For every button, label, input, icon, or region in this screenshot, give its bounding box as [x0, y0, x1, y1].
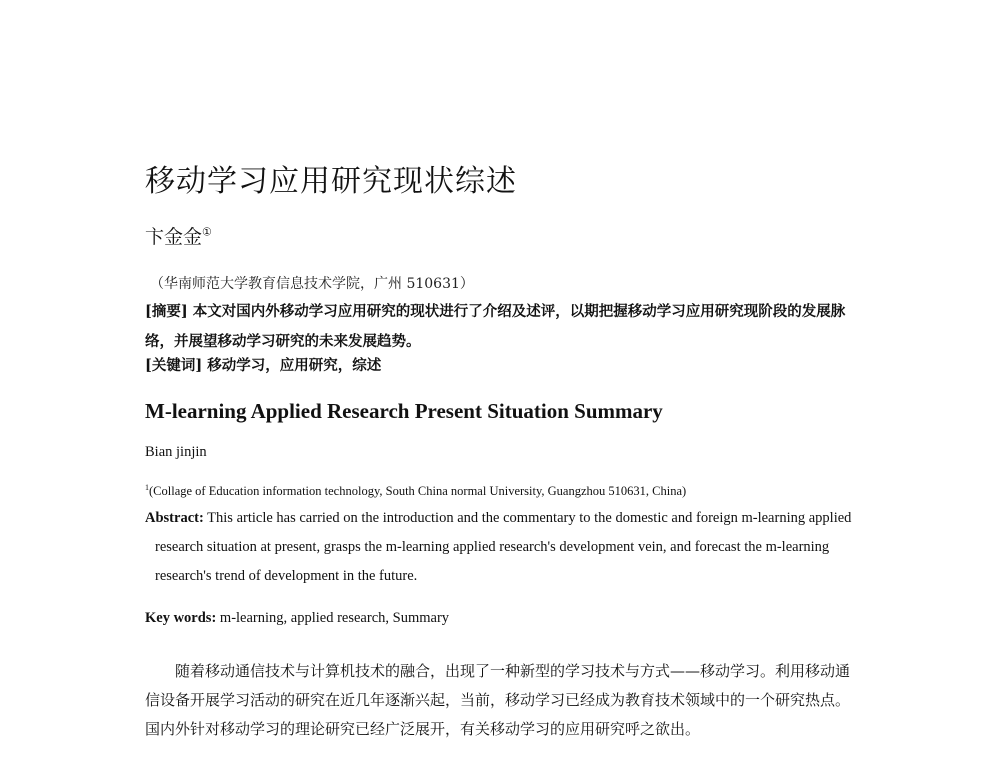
english-title: M-learning Applied Research Present Situation Summary — [145, 399, 663, 423]
english-abstract-label: Abstract: — [145, 510, 204, 526]
english-keywords-text: m-learning, applied research, Summary — [219, 610, 450, 626]
chinese-author-footnote-mark: ① — [202, 225, 212, 239]
chinese-keywords-text: 移动学习，应用研究，综述 — [207, 357, 382, 374]
body-paragraph: 随着移动通信技术与计算机技术的融合，出现了一种新型的学习技术与方式——移动学习。利用移动通信设备开展学习活动的研究在近几年逐渐兴起，当前，移动学习已经成为教育技术领域中的一个研究热点。国内外针对移动学习的理论研究已经广泛展开，有关移动学习的应用研究呼之欲出。 — [145, 662, 851, 738]
english-abstract — [145, 504, 867, 591]
english-author: Bian jinjin — [145, 444, 207, 460]
chinese-keywords-label: [关键词] — [145, 357, 203, 374]
chinese-abstract-label: [摘要] — [145, 303, 188, 320]
chinese-abstract-text: 本文对国内外移动学习应用研究的现状进行了介绍及述评，以期把握移动学习应用研究现阶段的发展脉络，并展望移动学习研究的未来发展趋势。 — [145, 303, 846, 350]
chinese-author — [145, 222, 212, 249]
english-affiliation — [145, 483, 686, 499]
english-affiliation-mark: 1 — [145, 483, 149, 492]
english-affiliation-text: (Collage of Education information technology, South China normal University, Guangzhou 510631, China) — [149, 484, 687, 499]
chinese-author-name: 卞金金 — [145, 226, 203, 248]
english-abstract-text: This article has carried on the introduction and the commentary to the domestic and foreign m-learning applied research situation at present, grasps the m-learning applied research's development vein, and forecast the m-learning research's trend of development in the future. — [155, 510, 852, 584]
chinese-abstract — [145, 297, 860, 357]
chinese-keywords — [145, 354, 381, 375]
chinese-affiliation: （华南师范大学教育信息技术学院，广州 510631） — [150, 276, 474, 292]
english-keywords-label: Key words: — [145, 610, 217, 626]
chinese-title: 移动学习应用研究现状综述 — [145, 164, 517, 199]
english-keywords — [145, 610, 449, 627]
